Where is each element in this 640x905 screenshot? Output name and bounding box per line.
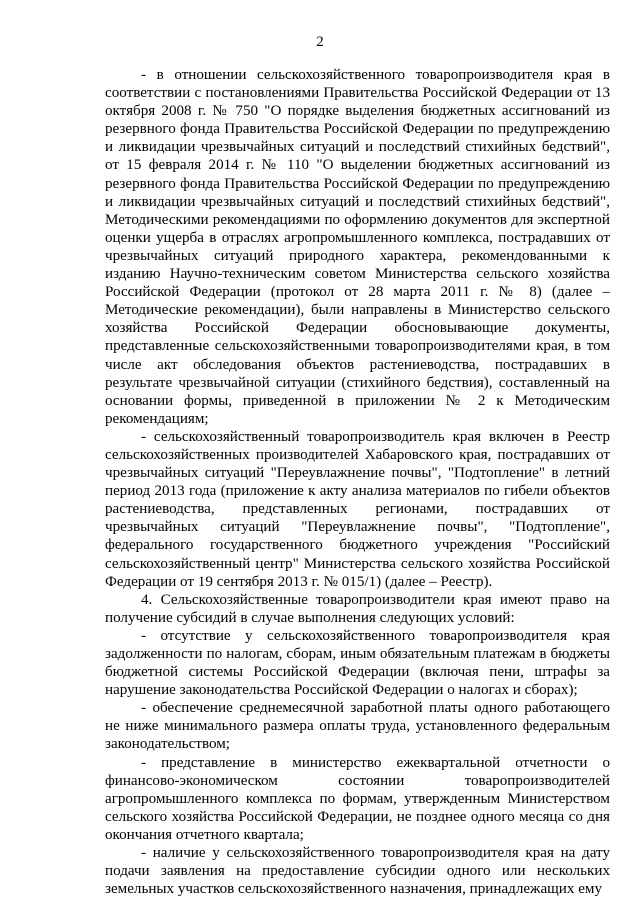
paragraph-subsidy-condition-registry: - сельскохозяйственный товаропроизводитель края включен в Реестр сельскохозяйственных производителей Хабаровского края, пострадавших от чрезвычайных ситуаций "Переувлажнение почвы", "Подтопление" в летний период 2013 года (приложение к акту анализа материалов по гибели объектов растениеводства, представленных регионами, пострадавших от чрезвычайных ситуаций "Переувлажнение почвы", "Подтопление", федерального государственного бюджетного учреждения "Российский сельскохозяйственный центр" Министерства сельского хозяйства Российской Федерации от 19 сентября 2013 г. № 015/1) (далее – Реестр).	[105, 428, 610, 590]
paragraph-subsidy-condition-emergency-docs: - в отношении сельскохозяйственного товаропроизводителя края в соответствии с постановлениями Правительства Российской Федерации от 13 октября 2008 г. № 750 "О порядке выделения бюджетных ассигнований из резервного фонда Правительства Российской Федерации по предупреждению и ликвидации чрезвычайных ситуаций и последствий стихийных бедствий", от 15 февраля 2014 г. № 110 "О выделении бюджетных ассигнований из резервного фонда Правительства Российской Федерации по предупреждению и ликвидации чрезвычайных ситуаций и последствий стихийных бедствий", Методическими рекомендациями по оформлению документов для экспертной оценки ущерба в отраслях агропромышленного комплекса, пострадавших от чрезвычайных ситуаций природного характера, рекомендованными к изданию Научно-техническим советом Министерства сельского хозяйства Российской Федерации (протокол от 28 марта 2011 г. № 8) (далее – Методические рекомендации), были направлены в Министерство сельского хозяйства Российской Федерации обосновывающие документы, представленные сельскохозяйственными товаропроизводителями края, в том числе акт обследования объектов растениеводства, пострадавших в результате чрезвычайной ситуации (стихийного бедствия), составленный на основании формы, приведенной в приложении № 2 к Методическим рекомендациям;	[105, 67, 610, 427]
page-number: 2	[316, 34, 324, 50]
paragraph-condition-quarterly-reports: - представление в министерство ежеквартальной отчетности о финансово-экономическом состоянии товаропроизводителей агропромышленного комплекса по формам, утвержденным Министерством сельского хозяйства Российской Федерации, не позднее одного месяца со дня окончания отчетного квартала;	[105, 754, 610, 843]
paragraph-condition-minimum-wage: - обеспечение среднемесячной заработной платы одного работающего не ниже минимального размера оплаты труда, установленного федеральным законодательством;	[105, 700, 610, 753]
paragraph-section-4-intro: 4. Сельскохозяйственные товаропроизводители края имеют право на получение субсидий в случае выполнения следующих условий:	[105, 591, 610, 626]
paragraph-condition-no-tax-debt: - отсутствие у сельскохозяйственного товаропроизводителя края задолженности по налогам, сборам, иным обязательным платежам в бюджеты бюджетной системы Российской Федерации (включая пени, штрафы за нарушение законодательства Российской Федерации о налогах и сборах);	[105, 627, 610, 699]
paragraph-condition-land-plots: - наличие у сельскохозяйственного товаропроизводителя края на дату подачи заявления на предоставление субсидии одного или нескольких земельных участков сельскохозяйственного назначения, принадлежащих ему	[105, 845, 610, 898]
document-body	[105, 66, 610, 898]
